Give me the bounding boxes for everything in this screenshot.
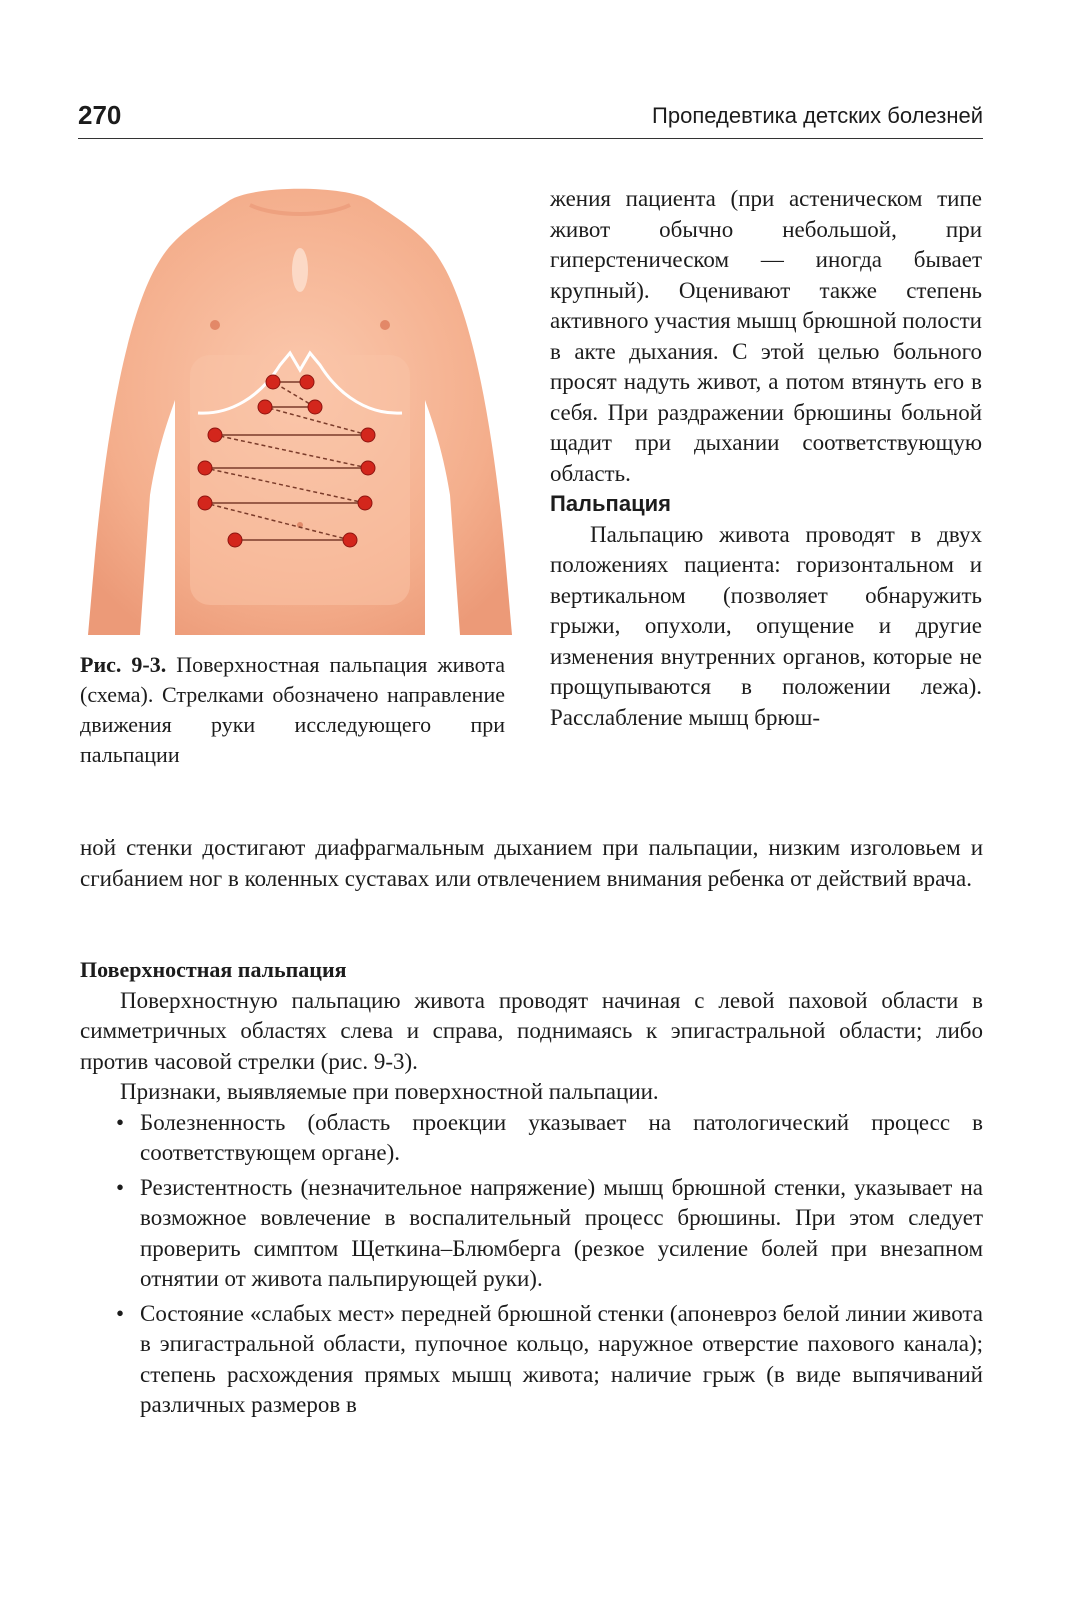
list-item-text: Болезненность (область проекции указывает на патологический процесс в соответствующем органе). [140, 1109, 983, 1165]
list-item [80, 1299, 983, 1421]
section-heading-palpation: Пальпация [550, 491, 671, 516]
right-column [550, 184, 982, 733]
list-item [80, 1173, 983, 1295]
paragraph: жения пациента (при астеническом типе живот обычно небольшой, при гиперстеническом — иногда бывает крупный). Оценивают также степень активного участия мышц брюшной полости в акте дыхания. С этой целью больного просят надуть живот, а потом втянуть его в себя. При раздражении брюшины больной щадит при дыхании соответствующую область. [550, 186, 982, 486]
caption-label: Рис. 9-3. [80, 652, 167, 677]
bullet-icon: • [116, 1174, 125, 1200]
page-number: 270 [78, 100, 122, 130]
running-header [78, 100, 983, 139]
paragraph: Пальпацию живота проводят в двух положениях пациента: горизонтальном и вертикальном (позволяет обнаружить грыжи, опухоли, опущение и другие изменения внутренних органов, которые не прощупываются в положении лежа). Расслабление мышц брюш- [550, 521, 982, 730]
paragraph-continuation: ной стенки достигают диафрагмальным дыханием при пальпации, низким изголовьем и сгибанием ног в коленных суставах или отвлечением внимания ребенка от действий врача. [80, 835, 983, 891]
list-item [80, 1108, 983, 1169]
subheading-surface-palpation: Поверхностная пальпация [80, 957, 347, 982]
paragraph: Признаки, выявляемые при поверхностной пальпации. [120, 1079, 659, 1104]
bullet-icon: • [116, 1109, 125, 1135]
paragraph: Поверхностную пальпацию живота проводят начиная с левой паховой области в симметричных областях слева и справа, поднимаясь к эпигастральной области; либо против часовой стрелки (рис. 9-3). [80, 987, 983, 1074]
bullet-icon: • [116, 1300, 125, 1326]
caption-text: Поверхностная пальпация живота (схема). Стрелками обозначено направление движения руки исследующего при пальпации [80, 652, 505, 767]
running-title: Пропедевтика детских болезней [652, 103, 983, 128]
list-item-text: Резистентность (незначительное напряжение) мышц брюшной стенки, указывает на возможное вовлечение в воспалительный процесс брюшины. При этом следует проверить симптом Щеткина–Блюмберга (резкое усиление болей при внезапном отнятии от живота пальпирующей руки). [140, 1174, 983, 1291]
torso-illustration [80, 165, 520, 640]
list-item-text: Состояние «слабых мест» передней брюшной стенки (апоневроз белой линии живота в эпигастральной области, пупочное кольцо, наружное отверстие пахового канала); степень расхождения прямых мышц живота; наличие грыж (в виде выпячиваний различных размеров в [140, 1300, 983, 1417]
body-text [80, 833, 983, 894]
surface-palpation-section [80, 955, 983, 1425]
figure-caption [80, 650, 505, 770]
torso-palpation-figure [80, 165, 520, 640]
